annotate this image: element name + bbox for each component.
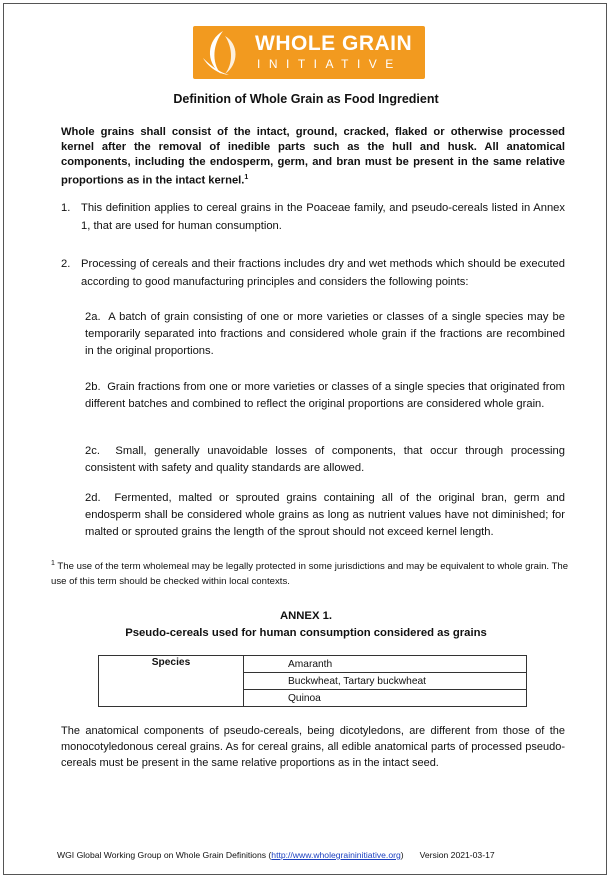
sub-item-2a	[85, 309, 565, 360]
footnote-mark: 1	[51, 560, 55, 567]
website-link[interactable]: http://www.wholegraininitiative.org	[271, 850, 401, 860]
sub-item-2b	[85, 379, 565, 413]
sub-item-text: Grain fractions from one or more varieties or classes of a single species that originated from different batches and combined to reflect the original proportions are considered whole grain.	[85, 381, 565, 410]
sub-item-number: 2c.	[85, 445, 100, 457]
logo-subtitle: INITIATIVE	[257, 57, 402, 71]
sub-item-number: 2b.	[85, 381, 101, 393]
table-row	[99, 656, 527, 673]
closing-paragraph: The anatomical components of pseudo-cereals, being dicotyledons, are different from those of the monocotyledonous cereal grains. As for cereal grains, all edible anatomical parts of processed pseudo-cereals must be present in the same relative proportions as in the intact seed.	[61, 725, 565, 769]
sub-item-number: 2a.	[85, 311, 101, 323]
list-item-text: This definition applies to cereal grains in the Poaceae family, and pseudo-cereals listed in Annex 1, that are used for human consumption.	[81, 202, 565, 232]
footer-text: WGI Global Working Group on Whole Grain Definitions (	[57, 850, 272, 860]
logo-title: WHOLE GRAIN	[255, 32, 413, 55]
footnote-text: The use of the term wholemeal may be legally protected in some jurisdictions and may be equivalent to whole grain. The use of this term should be checked within local contexts.	[51, 561, 569, 588]
table-cell: Quinoa	[244, 690, 527, 707]
table-header-species: Species	[99, 656, 244, 707]
sub-item-text: Fermented, malted or sprouted grains containing all of the original bran, germ and endosperm shall be considered whole grains as long as nutrient values have not diminished; for malted or sprouted grains the length of the sprout should not exceed kernel length.	[85, 492, 565, 538]
list-item-1	[61, 200, 565, 235]
sub-item-text: A batch of grain consisting of one or more varieties or classes of a single species may be temporarily separated into fractions and considered whole grain if the fractions are recombined in the original proportions.	[85, 311, 565, 357]
document-page	[3, 3, 607, 875]
annex-subheading: Pseudo-cereals used for human consumption considered as grains	[125, 627, 487, 639]
annex-heading: ANNEX 1.	[279, 610, 333, 622]
list-item-2	[61, 256, 565, 291]
footnote	[51, 556, 569, 589]
sub-item-2d	[85, 490, 565, 541]
footer-text-end: )	[400, 850, 404, 860]
table-cell: Amaranth	[244, 656, 527, 673]
version-label: Version 2021-03-17	[419, 850, 495, 860]
list-item-number: 1.	[61, 202, 71, 214]
table-cell: Buckwheat, Tartary buckwheat	[244, 673, 527, 690]
list-item-text: Processing of cereals and their fractions includes dry and wet methods which should be executed according to good manufacturing principles and considers the following points:	[81, 258, 565, 288]
document-title: Definition of Whole Grain as Food Ingredient	[173, 92, 439, 106]
sub-item-text: Small, generally unavoidable losses of components, that occur through processing consistent with safety and quality standards are allowed.	[85, 445, 565, 474]
intro-paragraph: Whole grains shall consist of the intact, ground, cracked, flaked or otherwise processed kernel after the removal of inedible parts such as the hull and husk. All anatomical components, including the endosperm, germ, and bran must be present in the same relative proportions as in the intact kernel.$^1$	[61, 126, 565, 187]
species-table	[98, 655, 527, 707]
page-footer	[57, 850, 495, 860]
grain-leaf-icon	[199, 28, 247, 77]
list-item-number: 2.	[61, 258, 71, 270]
footnote-mark: 1	[244, 174, 249, 181]
sub-item-number: 2d.	[85, 492, 101, 504]
whole-grain-initiative-logo	[193, 26, 425, 79]
sub-item-2c	[85, 443, 565, 477]
